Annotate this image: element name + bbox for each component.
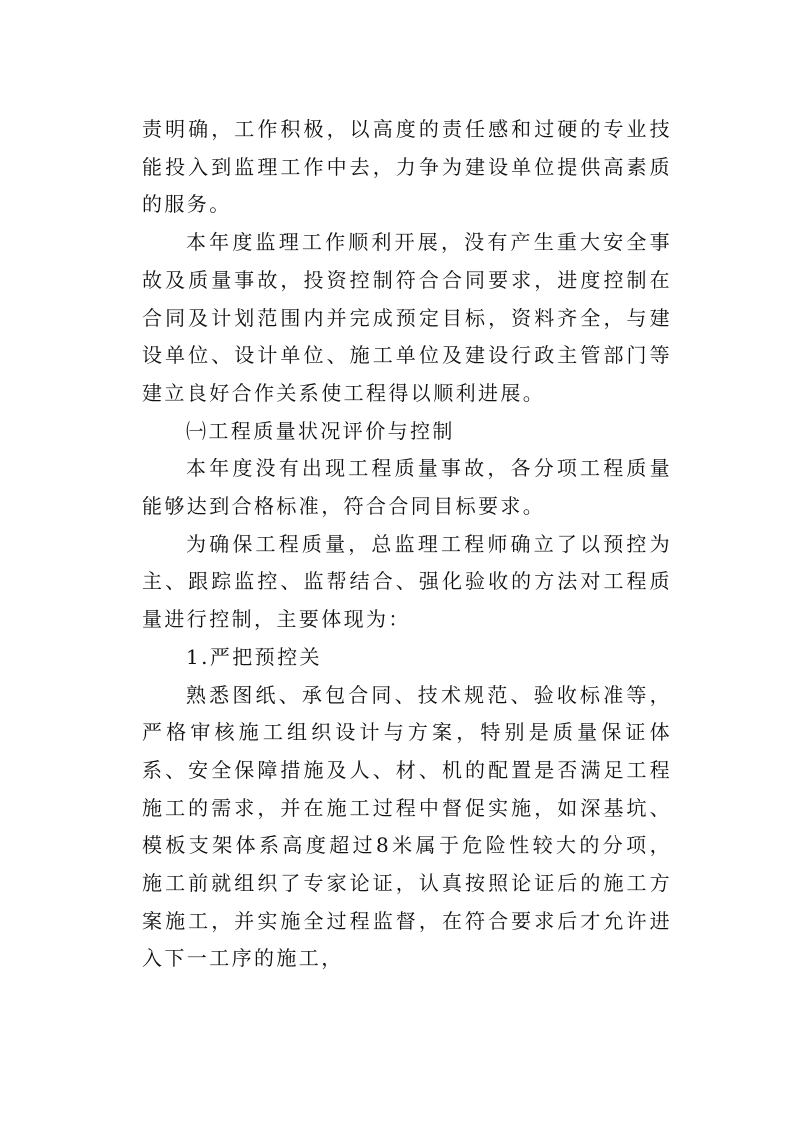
subsection-heading: 1.严把预控关 — [186, 644, 322, 669]
paragraph-3: 本年度没有出现工程质量事故，各分项工程质量能够达到合格标准，符合合同目标要求。 — [142, 456, 672, 519]
section-heading: ㈠工程质量状况评价与控制 — [186, 418, 455, 443]
paragraph-1: 责明确，工作积极，以高度的责任感和过硬的专业技能投入到监理工作中去，力争为建设单位提供高素质的服务。 — [142, 117, 672, 217]
paragraph-4: 为确保工程质量，总监理工程师确立了以预控为主、跟踪监控、监帮结合、强化验收的方法对工程质量进行控制，主要体现为： — [142, 531, 672, 632]
document-body — [142, 111, 672, 978]
paragraph-5: 熟悉图纸、承包合同、技术规范、验收标准等，严格审核施工组织设计与方案，特别是质量保证体系、安全保障措施及人、材、机的配置是否满足工程施工的需求，并在施工过程中督促实施，如深基坑、模板支架体系高度超过8米属于危险性较大的分项，施工前就组织了专家论证，认真按照论证后的施工方案施工，并实施全过程监督，在符合要求后才允许进入下一工序的施工， — [142, 682, 672, 971]
paragraph-2: 本年度监理工作顺利开展，没有产生重大安全事故及质量事故，投资控制符合合同要求，进度控制在合同及计划范围内并完成预定目标，资料齐全，与建设单位、设计单位、施工单位及建设行政主管部门等建立良好合作关系使工程得以顺利进展。 — [142, 230, 672, 405]
